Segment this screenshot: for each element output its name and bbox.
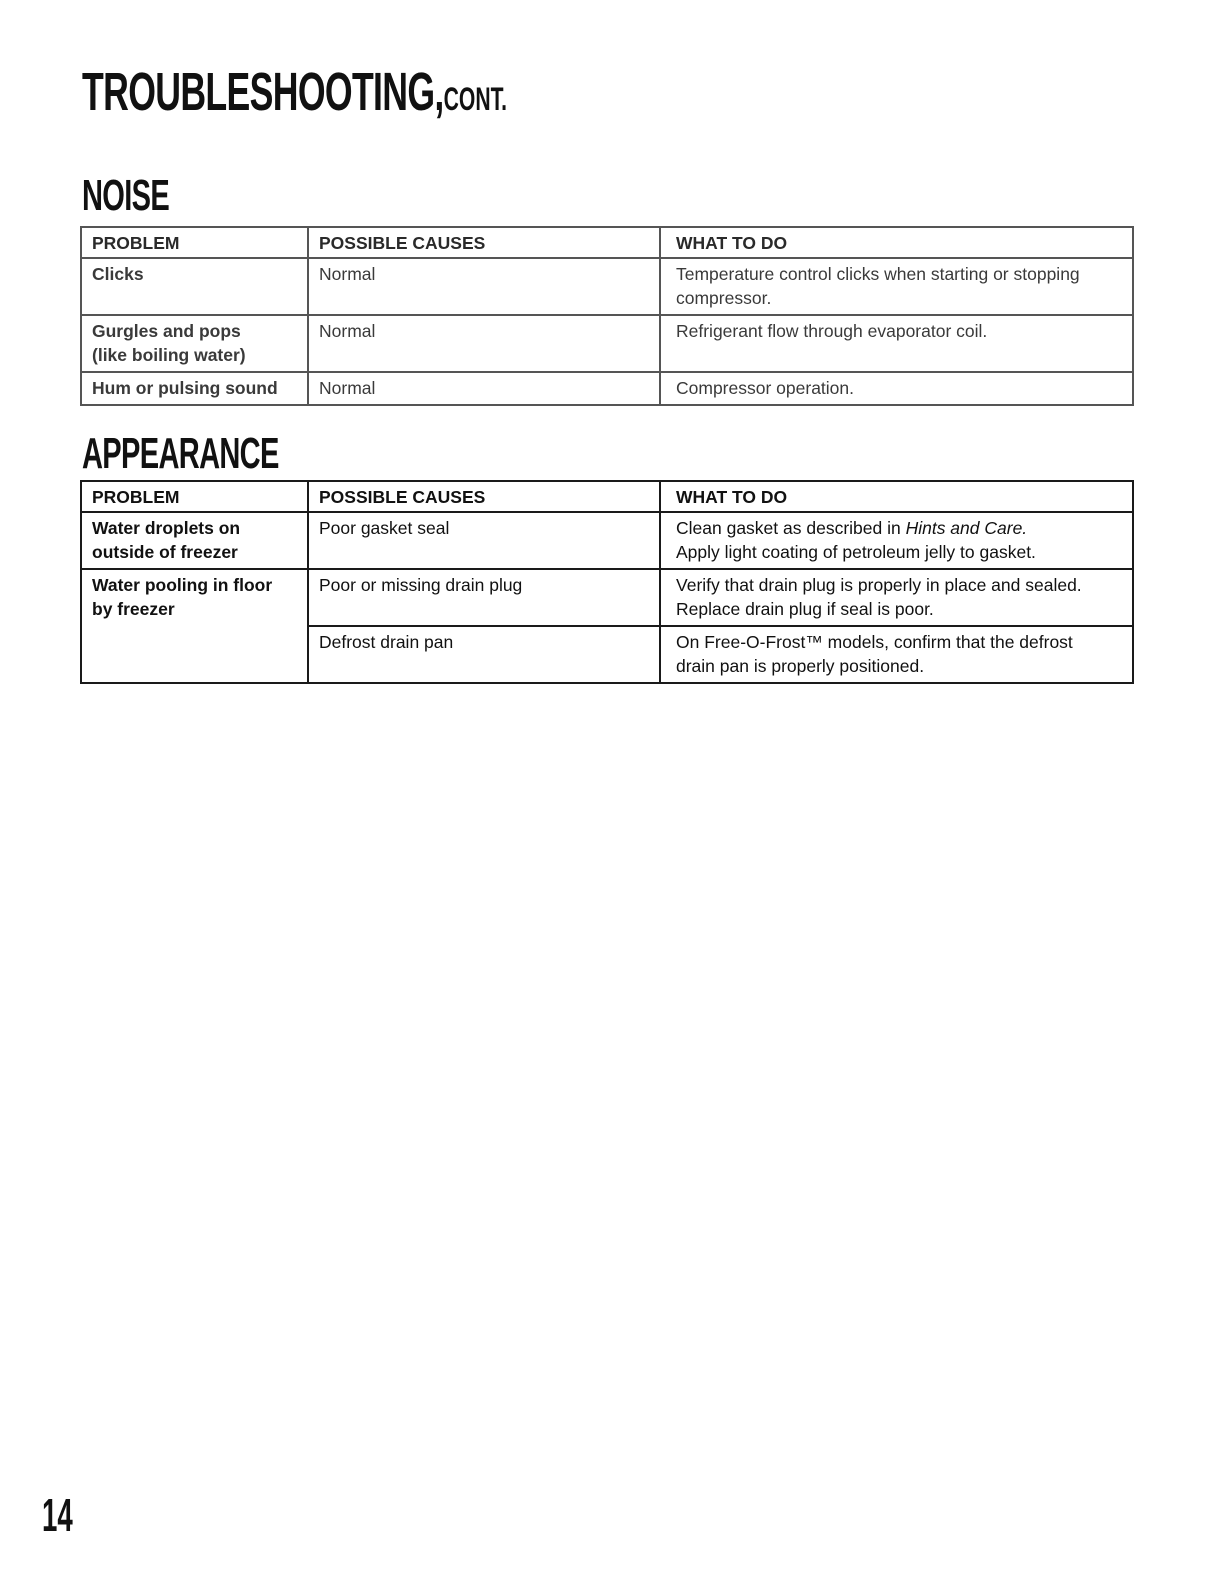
table-row	[81, 569, 1133, 626]
problem-cell	[81, 512, 308, 569]
cause-cell	[308, 626, 660, 683]
appearance-section-title: APPEARANCE	[82, 429, 279, 478]
problem-text: Water pooling in floor	[92, 575, 273, 595]
cause-text: Normal	[319, 378, 376, 398]
cause-cell	[308, 315, 660, 372]
noise-section-title: NOISE	[82, 171, 170, 220]
table-row	[81, 372, 1133, 405]
noise-header-row	[81, 227, 1133, 258]
what-to-do-text: compressor.	[676, 288, 772, 308]
cause-cell	[308, 372, 660, 405]
what-to-do-text: Replace drain plug if seal is poor.	[676, 599, 934, 619]
page-title-suffix: CONT.	[443, 81, 508, 117]
problem-text: (like boiling water)	[92, 345, 246, 365]
table-row	[81, 512, 1133, 569]
what-to-do-text: Clean gasket as described in	[676, 518, 906, 538]
problem-cell	[81, 372, 308, 405]
table-row	[81, 315, 1133, 372]
problem-cell	[81, 258, 308, 315]
problem-text: Hum or pulsing sound	[92, 378, 278, 398]
appearance-header-row	[81, 481, 1133, 512]
page-title	[82, 62, 507, 129]
what-to-do-cell	[660, 512, 1133, 569]
cause-text: Normal	[319, 321, 376, 341]
what-to-do-line	[676, 516, 1122, 540]
what-to-do-text: Refrigerant flow through evaporator coil.	[676, 321, 988, 341]
page-number: 14	[42, 1489, 73, 1541]
what-to-do-text: On Free-O-Frost™ models, confirm that the defrost	[676, 632, 1073, 652]
hints-and-care-reference: Hints and Care.	[905, 518, 1028, 538]
problem-cell	[81, 569, 308, 683]
cause-text: Normal	[319, 264, 376, 284]
what-to-do-text: Temperature control clicks when starting or stopping	[676, 264, 1080, 284]
appearance-table	[80, 480, 1134, 684]
what-to-do-cell	[660, 569, 1133, 626]
cause-cell	[308, 258, 660, 315]
what-to-do-cell	[660, 372, 1133, 405]
problem-cell	[81, 315, 308, 372]
cause-text: Poor gasket seal	[319, 518, 450, 538]
appearance-header-problem: PROBLEM	[81, 481, 308, 512]
problem-text: by freezer	[92, 599, 175, 619]
cause-text: Defrost drain pan	[319, 632, 454, 652]
what-to-do-text: Apply light coating of petroleum jelly to gasket.	[676, 542, 1036, 562]
problem-text: Gurgles and pops	[92, 321, 241, 341]
what-to-do-cell	[660, 626, 1133, 683]
noise-header-causes: POSSIBLE CAUSES	[308, 227, 660, 258]
noise-header-what-to-do: WHAT TO DO	[660, 227, 1133, 258]
appearance-header-what-to-do: WHAT TO DO	[660, 481, 1133, 512]
problem-text: Clicks	[92, 264, 144, 284]
page-title-main: TROUBLESHOOTING,	[82, 62, 444, 122]
what-to-do-cell	[660, 315, 1133, 372]
problem-text: Water droplets on	[92, 518, 241, 538]
what-to-do-cell	[660, 258, 1133, 315]
noise-header-problem: PROBLEM	[81, 227, 308, 258]
appearance-header-causes: POSSIBLE CAUSES	[308, 481, 660, 512]
cause-cell	[308, 512, 660, 569]
what-to-do-text: Verify that drain plug is properly in place and sealed.	[676, 575, 1082, 595]
cause-text: Poor or missing drain plug	[319, 575, 523, 595]
cause-cell	[308, 569, 660, 626]
problem-text: outside of freezer	[92, 542, 238, 562]
noise-table	[80, 226, 1134, 406]
table-row	[81, 258, 1133, 315]
what-to-do-text: Compressor operation.	[676, 378, 854, 398]
what-to-do-text: drain pan is properly positioned.	[676, 656, 925, 676]
